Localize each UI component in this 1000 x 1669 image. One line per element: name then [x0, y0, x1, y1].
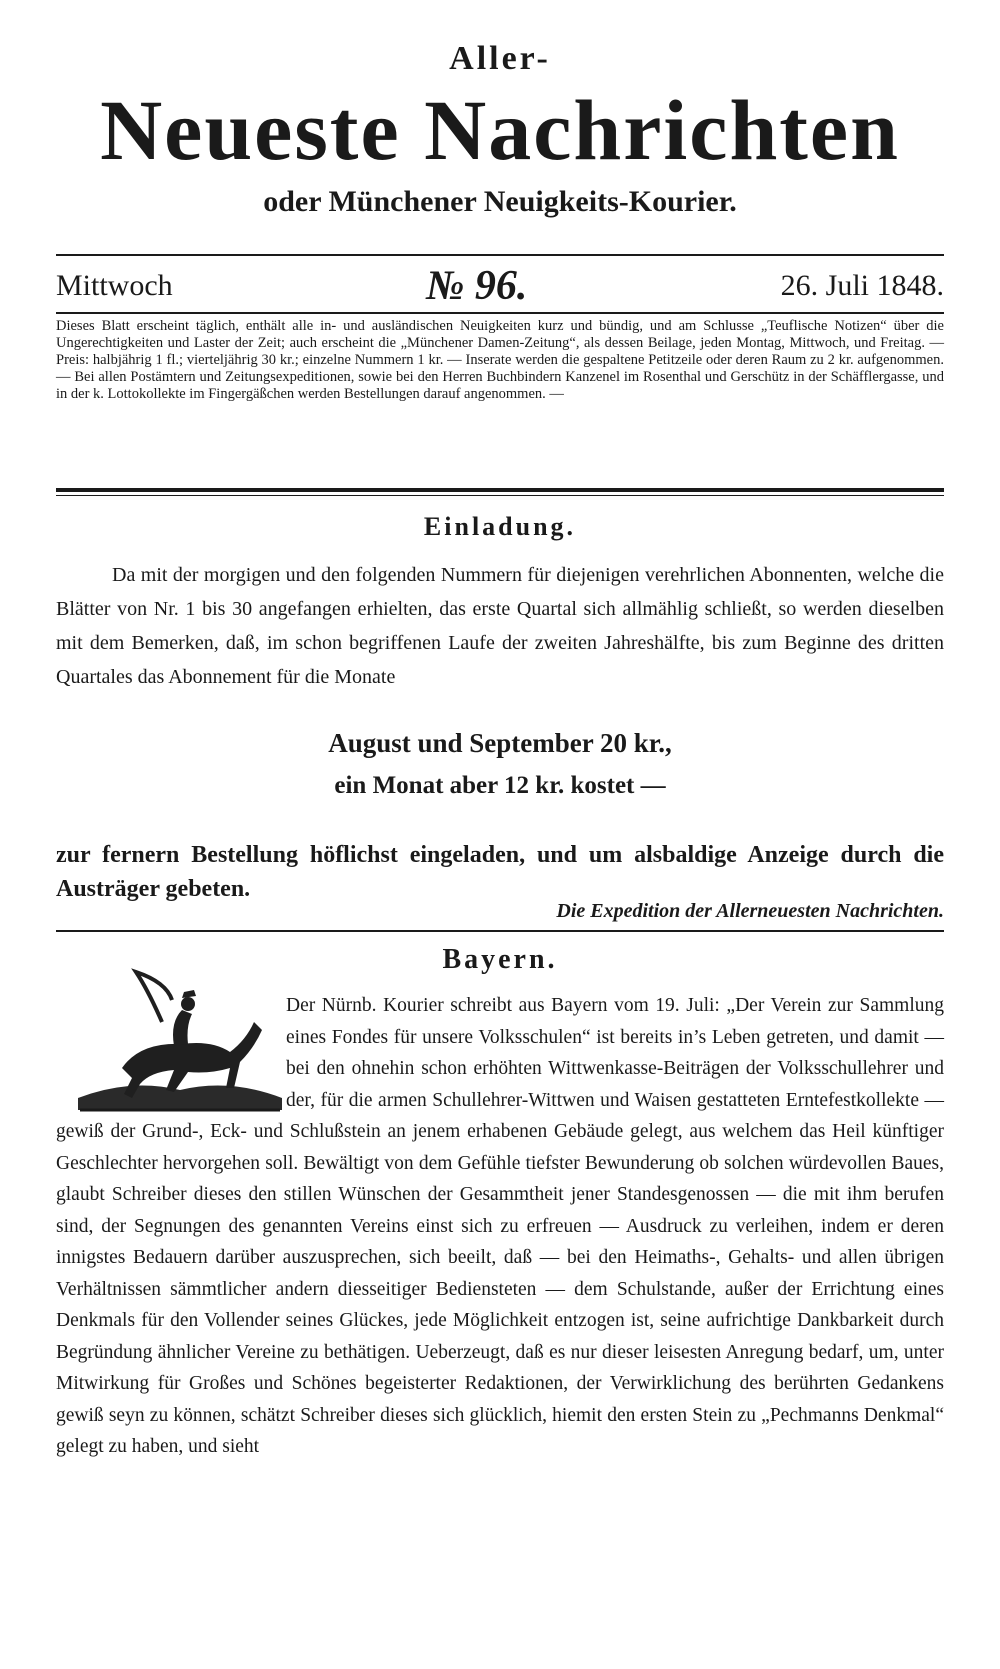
- price-line-1: August und September 20 kr.,: [328, 728, 672, 758]
- dateline: [56, 262, 944, 310]
- invitation-body: [56, 558, 944, 694]
- masthead-title: Neueste Nachrichten: [100, 82, 900, 178]
- rule-above-article: [56, 930, 944, 932]
- issue-date: 26. Juli 1848.: [780, 269, 944, 302]
- article-text: Der Nürnb. Kourier schreibt aus Bayern vom 19. Juli: „Der Verein zur Sammlung eines Fondes für unsere Volksschulen“ ist bereits in’s Leben getreten, und damit — bei den ohnehin schon erhöhten Wittwenkasse-Beiträgen der Volksschullehrer und der, für die armen Schullehrer-Wittwen und Waisen gestatteten Erntefestkollekte — gewiß der Grund-, Eck- und Schlußstein an jenem erhabenen Gebäude gelegt, aus welchem das Heil künftiger Geschlechter hervorgehen soll. Bewältigt von dem Gefühle tiefster Bewunderung ob solchen würdevollen Baues, glaubt Schreiber dieses den stillen Wünschen der Gesammtheit jener Standesgenossen — die mit ihm berufen sind, der Segnungen des genannten Vereins einst sich zu erfreuen — Ausdruck zu verleihen, indem er deren innigstes Bedauern darüber auszusprechen, sich beeilt, daß — bei den Heimaths-, Gehalts- und allen übrigen Verhältnissen sämmtlicher andern diesseitiger Bediensteten — dem Schulstande, außer der Errichtung eines Denkmals für den Vollender seines Glückes, jede Möglichkeit entzogen ist, seine aufrichtige Dankbarkeit durch Begründung ähnlicher Vereine zu bethätigen. Ueberzeugt, daß es nur dieser leisesten Anregung bedarf, um, unter Mitwirkung für Großes und Schönes begeisterter Redaktionen, der Verwirklichung des berührten Gedankens gewiß seyn zu können, schätzt Schreiber dieses sich glücklich, hiemit den ersten Stein zu „Pechmanns Denkmal“ gelegt zu haben, und sieht: [56, 995, 944, 1457]
- invitation-heading: Einladung.: [423, 512, 577, 541]
- rule-below-dateline: [56, 312, 944, 314]
- rule-below-notice-2: [56, 495, 944, 496]
- invitation-closing: zur fernern Bestellung höflichst eingeladen, und um alsbaldige Anzeige durch die Austräger gebeten.: [56, 842, 944, 902]
- rule-top: [56, 254, 944, 256]
- invitation-signature: Die Expedition der Allerneuesten Nachrichten.: [556, 900, 944, 922]
- masthead-pre-title: Aller-: [449, 40, 551, 77]
- article-heading: Bayern.: [442, 944, 558, 975]
- masthead-subtitle: oder Münchener Neuigkeits-Kourier.: [263, 185, 737, 218]
- weekday: Mittwoch: [56, 269, 173, 302]
- invitation-text: Da mit der morgigen und den folgenden Nummern für diejenigen verehrlichen Abonnenten, welche die Blätter von Nr. 1 bis 30 angefangen erhielten, das erste Quartal sich allmählig schließt, so werden dieselben mit dem Bemerken, daß, im schon begriffenen Laufe der zweiten Jahreshälfte, bis zum Beginne des dritten Quartales das Abonnement für die Monate: [56, 564, 944, 688]
- price-line-2: ein Monat aber 12 kr. kostet —: [334, 772, 666, 799]
- article-body: [56, 990, 944, 1463]
- vignette-space: [56, 990, 286, 1116]
- rule-below-notice-1: [56, 488, 944, 492]
- subscription-notice: Dieses Blatt erscheint täglich, enthält alle in- und ausländischen Neuigkeiten kurz und bündig, und am Schlusse „Teuflische Notizen“ über die Ungerechtigkeiten und Laster der Zeit; auch erscheint die „Münchener Damen-Zeitung“, als dessen Beilage, jeden Montag, Mittwoch, und Freitag. — Preis: halbjährig 1 fl.; vierteljährig 30 kr.; einzelne Nummern 1 kr. — Inserate werden die gespaltene Petitzeile oder deren Raum zu 2 kr. aufgenommen. — Bei allen Postämtern und Zeitungsexpeditionen, sowie bei den Herren Buchbindern Kanzenel im Rosenthal und Gerschütz in der Schäfflergasse, und in der k. Lottokollekte im Fingergäßchen werden Bestellungen darauf angenommen. —: [56, 318, 944, 402]
- issue-number: № 96.: [425, 263, 528, 309]
